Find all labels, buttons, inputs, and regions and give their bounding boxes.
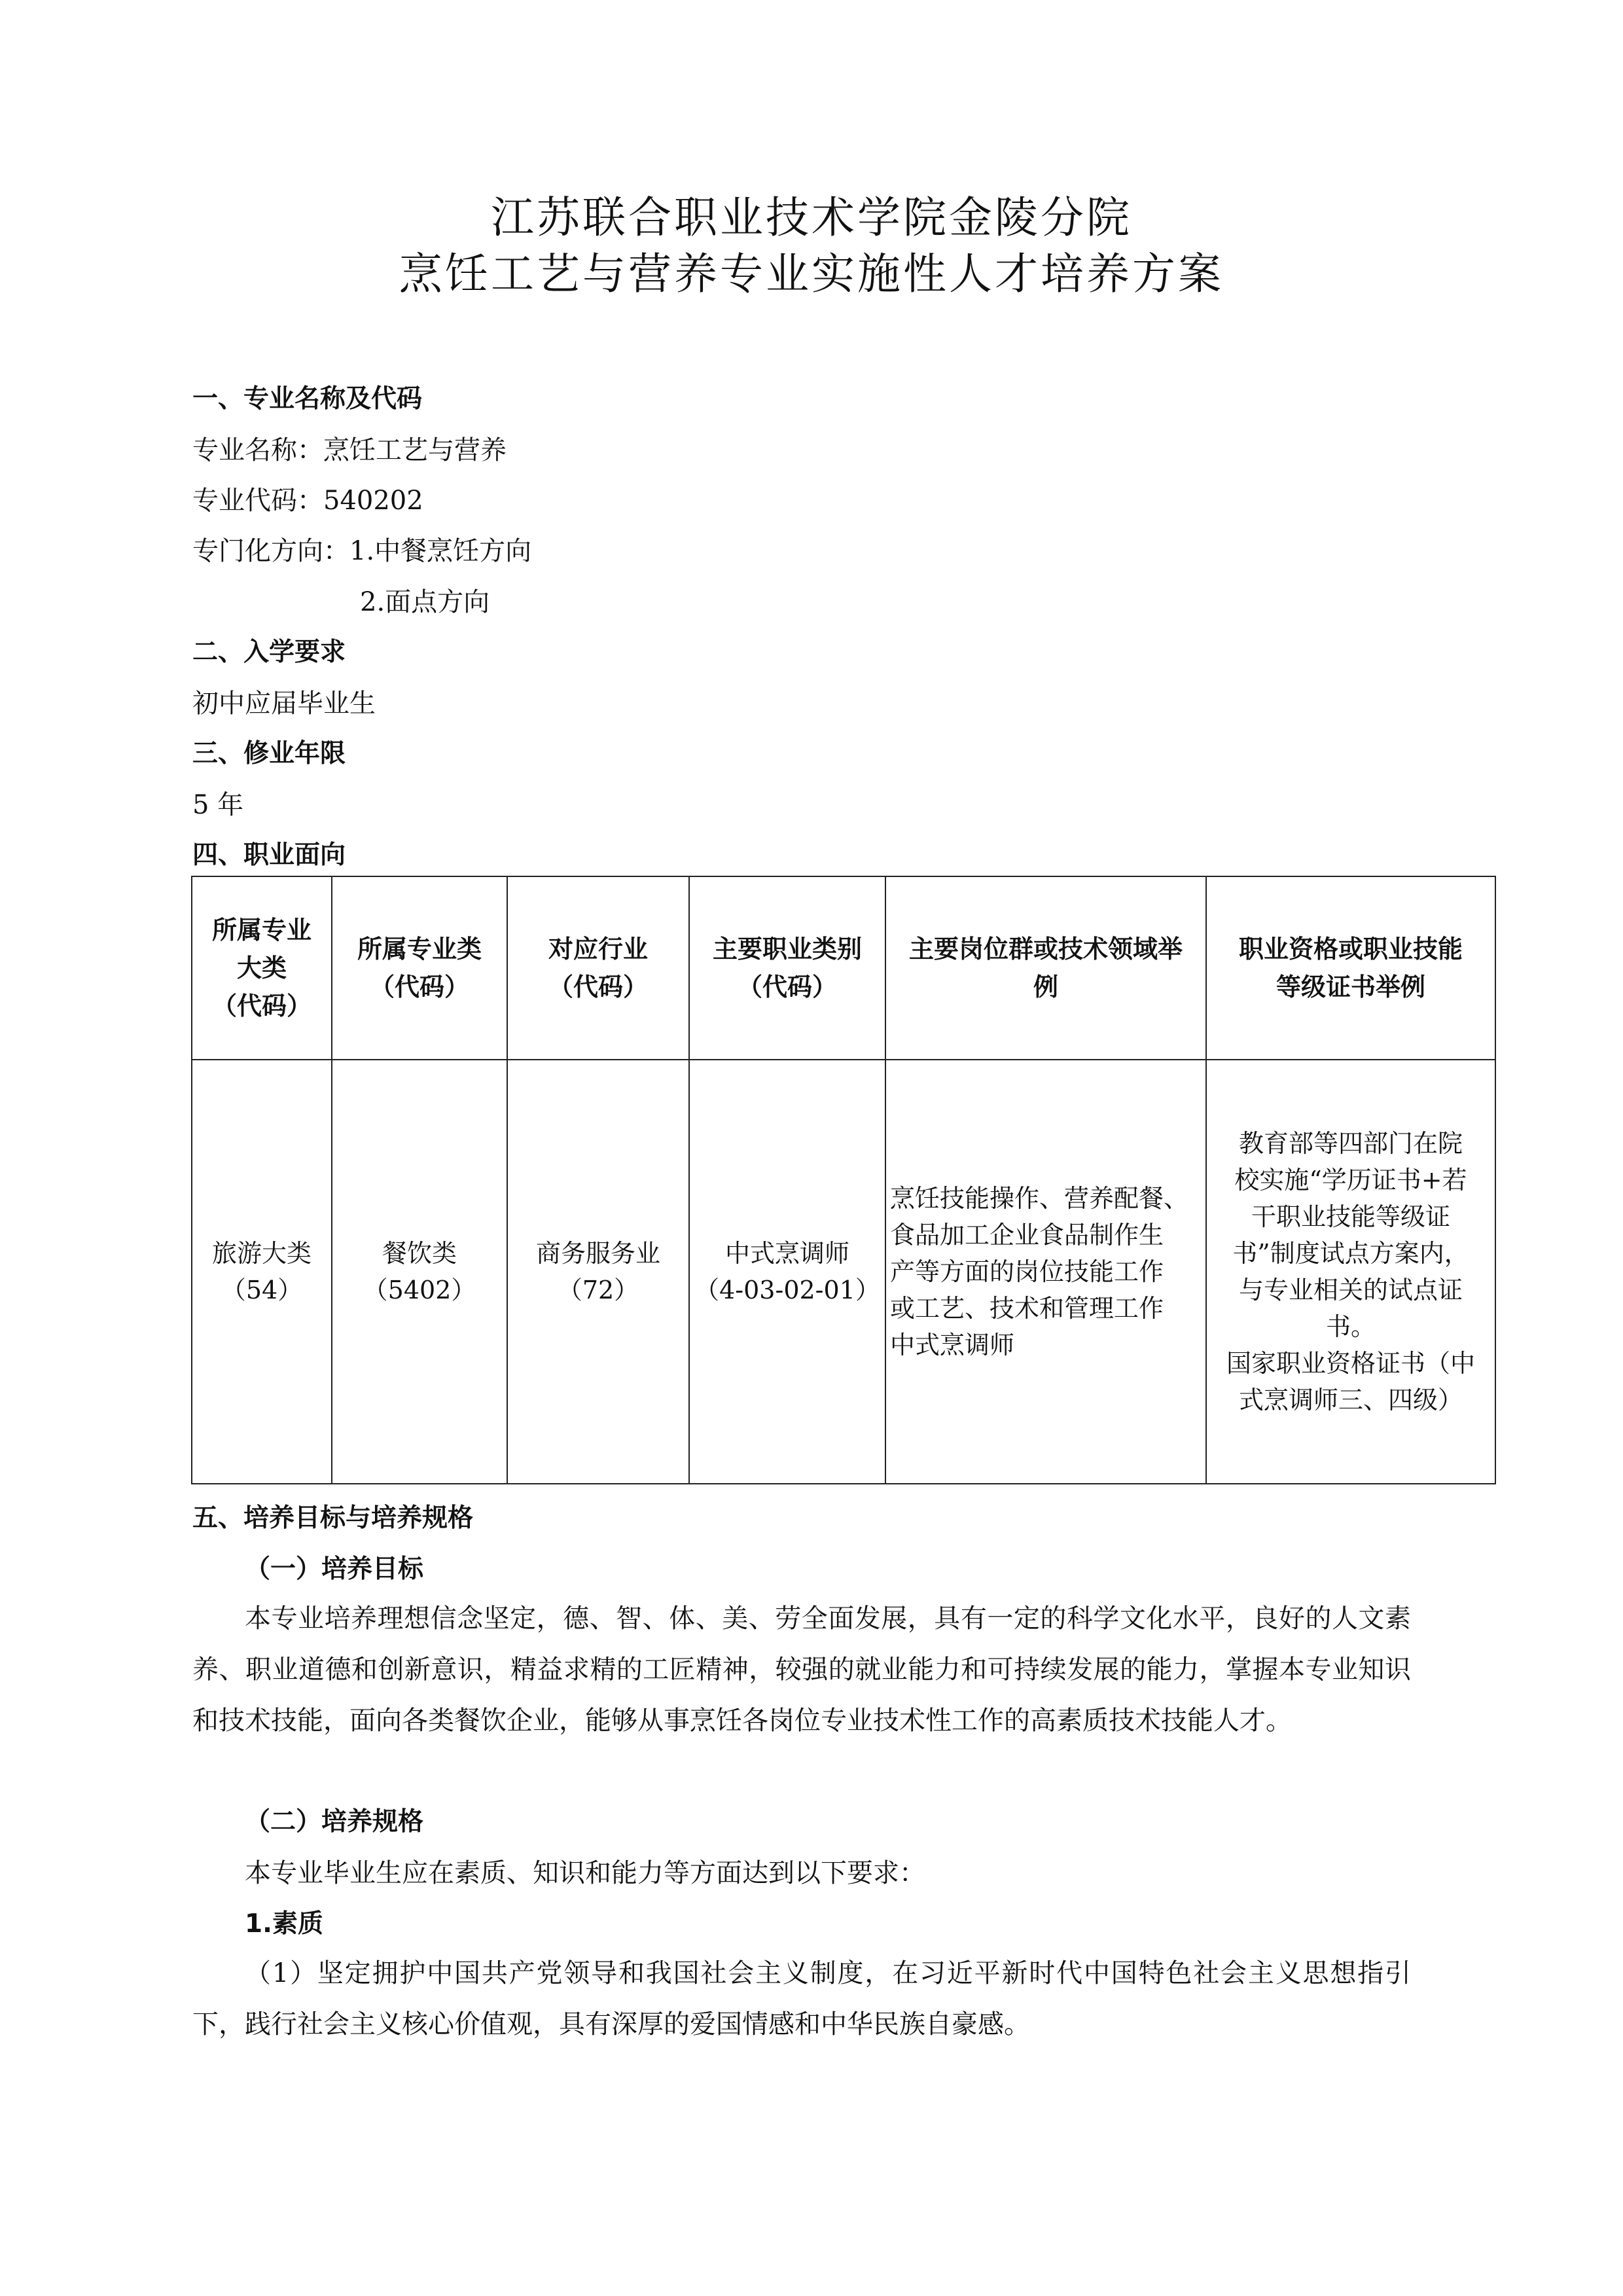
document-title-line1: 江苏联合职业技术学院金陵分院 [491, 192, 1132, 243]
subsection2-heading: （二）培养规格 [245, 1807, 424, 1837]
table-header-row [192, 876, 1495, 1060]
training-spec-text: 本专业毕业生应在素质、知识和能力等方面达到以下要求： [245, 1858, 925, 1888]
document-title-line2: 烹饪工艺与营养专业实施性人才培养方案 [399, 249, 1224, 299]
header-occupation: 主要职业类别 （代码） [689, 876, 885, 1060]
cell-category: 旅游大类 （54） [192, 1060, 332, 1484]
direction-1: 专门化方向：1.中餐烹饪方向 [192, 536, 532, 566]
cell-occupation: 中式烹调师 （4-03-02-01） [689, 1060, 885, 1484]
item1-text: （1）坚定拥护中国共产党领导和我国社会主义制度，在习近平新时代中国特色社会主义思想指引下，践行社会主义核心价值观，具有深厚的爱国情感和中华民族自豪感。 [192, 1958, 1411, 2039]
direction-2: 2.面点方向 [360, 587, 490, 617]
subsection1-heading: （一）培养目标 [245, 1554, 424, 1584]
table-row [192, 1060, 1495, 1484]
occupation-table [191, 876, 1496, 1484]
major-code: 专业代码：540202 [192, 486, 423, 516]
cell-class: 餐饮类 （5402） [332, 1060, 507, 1484]
section1-heading: 一、专业名称及代码 [192, 384, 423, 414]
cell-industry: 商务服务业 （72） [507, 1060, 689, 1484]
header-certificates: 职业资格或职业技能 等级证书举例 [1206, 876, 1495, 1060]
training-goal-text: 本专业培养理想信念坚定，德、智、体、美、劳全面发展，具有一定的科学文化水平，良好的人文素养、职业道德和创新意识，精益求精的工匠精神，较强的就业能力和可持续发展的能力，掌握本专业知识和技术技能，面向各类餐饮企业，能够从事烹饪各岗位专业技术性工作的高素质技术技能人才。 [192, 1604, 1411, 1736]
cell-positions: 烹饪技能操作、营养配餐、 食品加工企业食品制作生 产等方面的岗位技能工作 或工艺、技术和管理工作 中式烹调师 [885, 1060, 1206, 1484]
header-class: 所属专业类 （代码） [332, 876, 507, 1060]
header-positions: 主要岗位群或技术领域举 例 [885, 876, 1206, 1060]
section4-heading: 四、职业面向 [192, 840, 346, 870]
duration-text: 5 年 [192, 790, 244, 820]
major-name: 专业名称：烹饪工艺与营养 [192, 435, 507, 465]
section2-heading: 二、入学要求 [192, 637, 346, 667]
admission-text: 初中应届毕业生 [192, 689, 376, 719]
header-category: 所属专业 大类 （代码） [192, 876, 332, 1060]
header-industry: 对应行业 （代码） [507, 876, 689, 1060]
item1-heading: 1.素质 [245, 1909, 323, 1939]
section3-heading: 三、修业年限 [192, 739, 346, 768]
cell-certificates: 教育部等四部门在院 校实施“学历证书+若 干职业技能等级证 书”制度试点方案内， 与专业相关的试点证 书。 国家职业资格证书（中 式烹调师三、四级） [1206, 1060, 1495, 1484]
section5-heading: 五、培养目标与培养规格 [192, 1503, 474, 1533]
